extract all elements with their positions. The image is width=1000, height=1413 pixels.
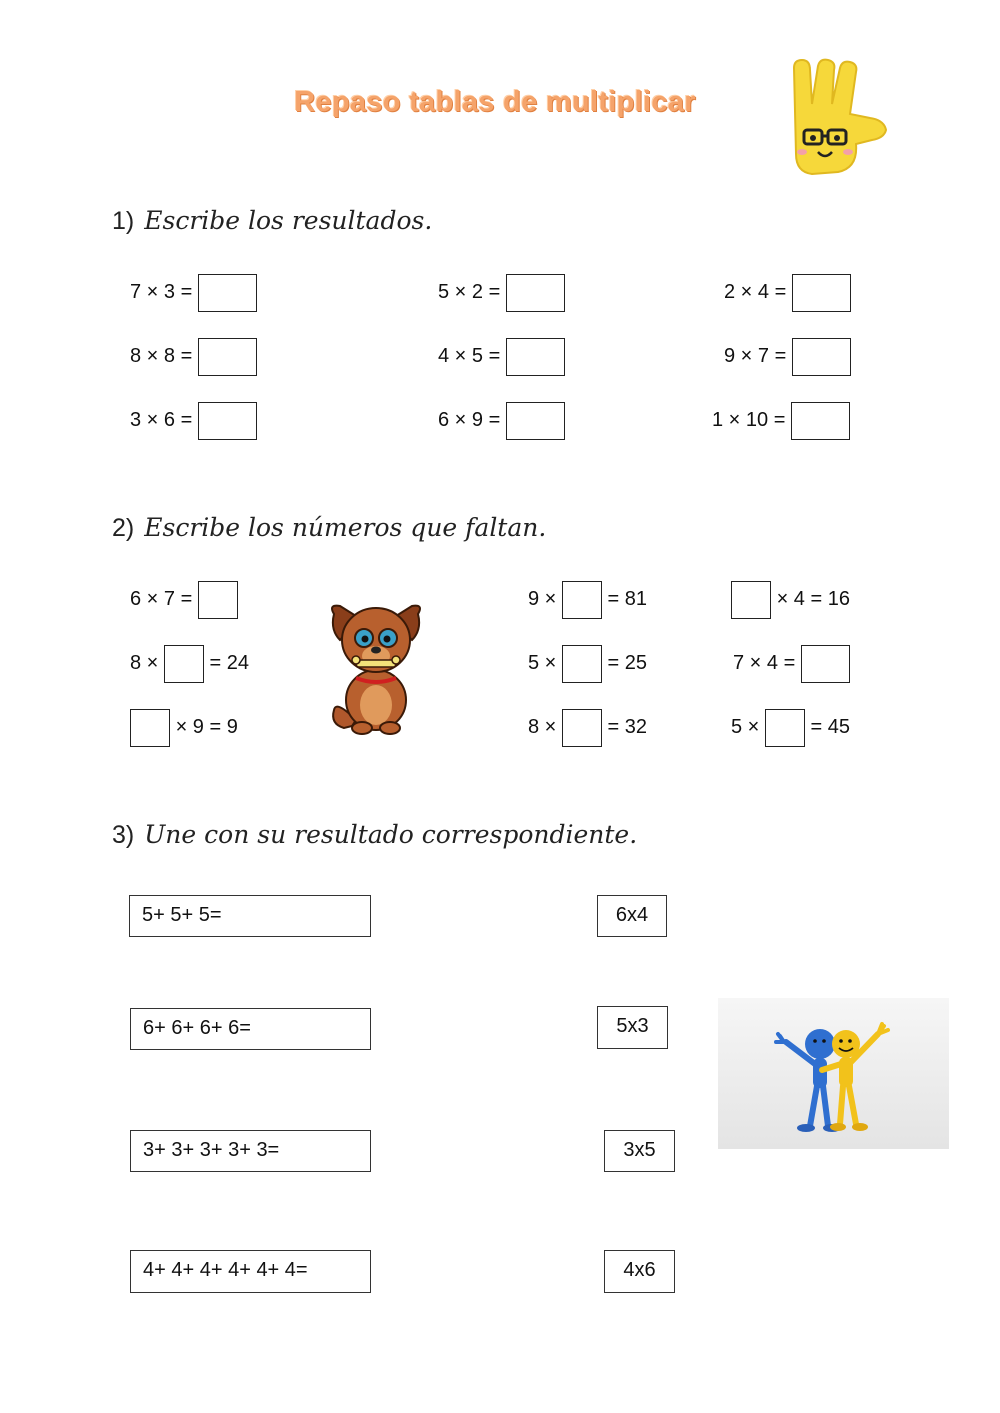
ex2-item: 8 × = 24: [130, 644, 249, 682]
ex2-item: × 4 = 16: [731, 580, 850, 618]
ex3-left-item[interactable]: 6+ 6+ 6+ 6=: [130, 1008, 371, 1050]
ex1-item: 7 × 3 =: [130, 273, 257, 311]
ex2-item: 5 × = 25: [528, 644, 647, 682]
section-3-heading: 3) Une con su resultado correspondiente.: [112, 820, 638, 849]
hand-four-fingers-icon: [786, 58, 896, 178]
section-1-heading: 1) Escribe los resultados.: [112, 206, 433, 235]
ex2-item: 5 × = 45: [731, 708, 850, 746]
smiley-figures-photo: [718, 998, 949, 1149]
answer-box[interactable]: [130, 709, 170, 747]
section-2-heading: 2) Escribe los números que faltan.: [112, 513, 547, 542]
answer-box[interactable]: [506, 338, 565, 376]
answer-box[interactable]: [562, 581, 602, 619]
answer-box[interactable]: [198, 338, 257, 376]
ex2-item: 6 × 7 =: [130, 580, 238, 618]
answer-box[interactable]: [792, 338, 851, 376]
ex3-left-item[interactable]: 5+ 5+ 5=: [129, 895, 371, 937]
answer-box[interactable]: [791, 402, 850, 440]
ex3-left-item[interactable]: 4+ 4+ 4+ 4+ 4+ 4=: [130, 1250, 371, 1293]
ex3-right-item[interactable]: 5x3: [597, 1006, 668, 1049]
ex3-left-item[interactable]: 3+ 3+ 3+ 3+ 3=: [130, 1130, 371, 1172]
ex1-item: 2 × 4 =: [724, 273, 851, 311]
answer-box[interactable]: [562, 709, 602, 747]
dog-illustration: [326, 600, 426, 740]
ex1-item: 6 × 9 =: [438, 401, 565, 439]
ex2-item: 9 × = 81: [528, 580, 647, 618]
answer-box[interactable]: [765, 709, 805, 747]
ex1-item: 9 × 7 =: [724, 337, 851, 375]
answer-box[interactable]: [801, 645, 850, 683]
answer-box[interactable]: [198, 402, 257, 440]
ex3-right-item[interactable]: 6x4: [597, 895, 667, 937]
answer-box[interactable]: [562, 645, 602, 683]
ex1-item: 4 × 5 =: [438, 337, 565, 375]
ex3-right-item[interactable]: 4x6: [604, 1250, 675, 1293]
ex2-item: × 9 = 9: [130, 708, 238, 746]
answer-box[interactable]: [506, 402, 565, 440]
answer-box[interactable]: [731, 581, 771, 619]
page-title: Repaso tablas de multiplicar: [294, 86, 696, 118]
answer-box[interactable]: [198, 581, 238, 619]
ex1-item: 3 × 6 =: [130, 401, 257, 439]
ex1-item: 1 × 10 =: [712, 401, 850, 439]
ex3-right-item[interactable]: 3x5: [604, 1130, 675, 1172]
ex1-item: 8 × 8 =: [130, 337, 257, 375]
ex1-item: 5 × 2 =: [438, 273, 565, 311]
answer-box[interactable]: [506, 274, 565, 312]
answer-box[interactable]: [198, 274, 257, 312]
answer-box[interactable]: [792, 274, 851, 312]
ex2-item: 7 × 4 =: [733, 644, 850, 682]
ex2-item: 8 × = 32: [528, 708, 647, 746]
answer-box[interactable]: [164, 645, 204, 683]
